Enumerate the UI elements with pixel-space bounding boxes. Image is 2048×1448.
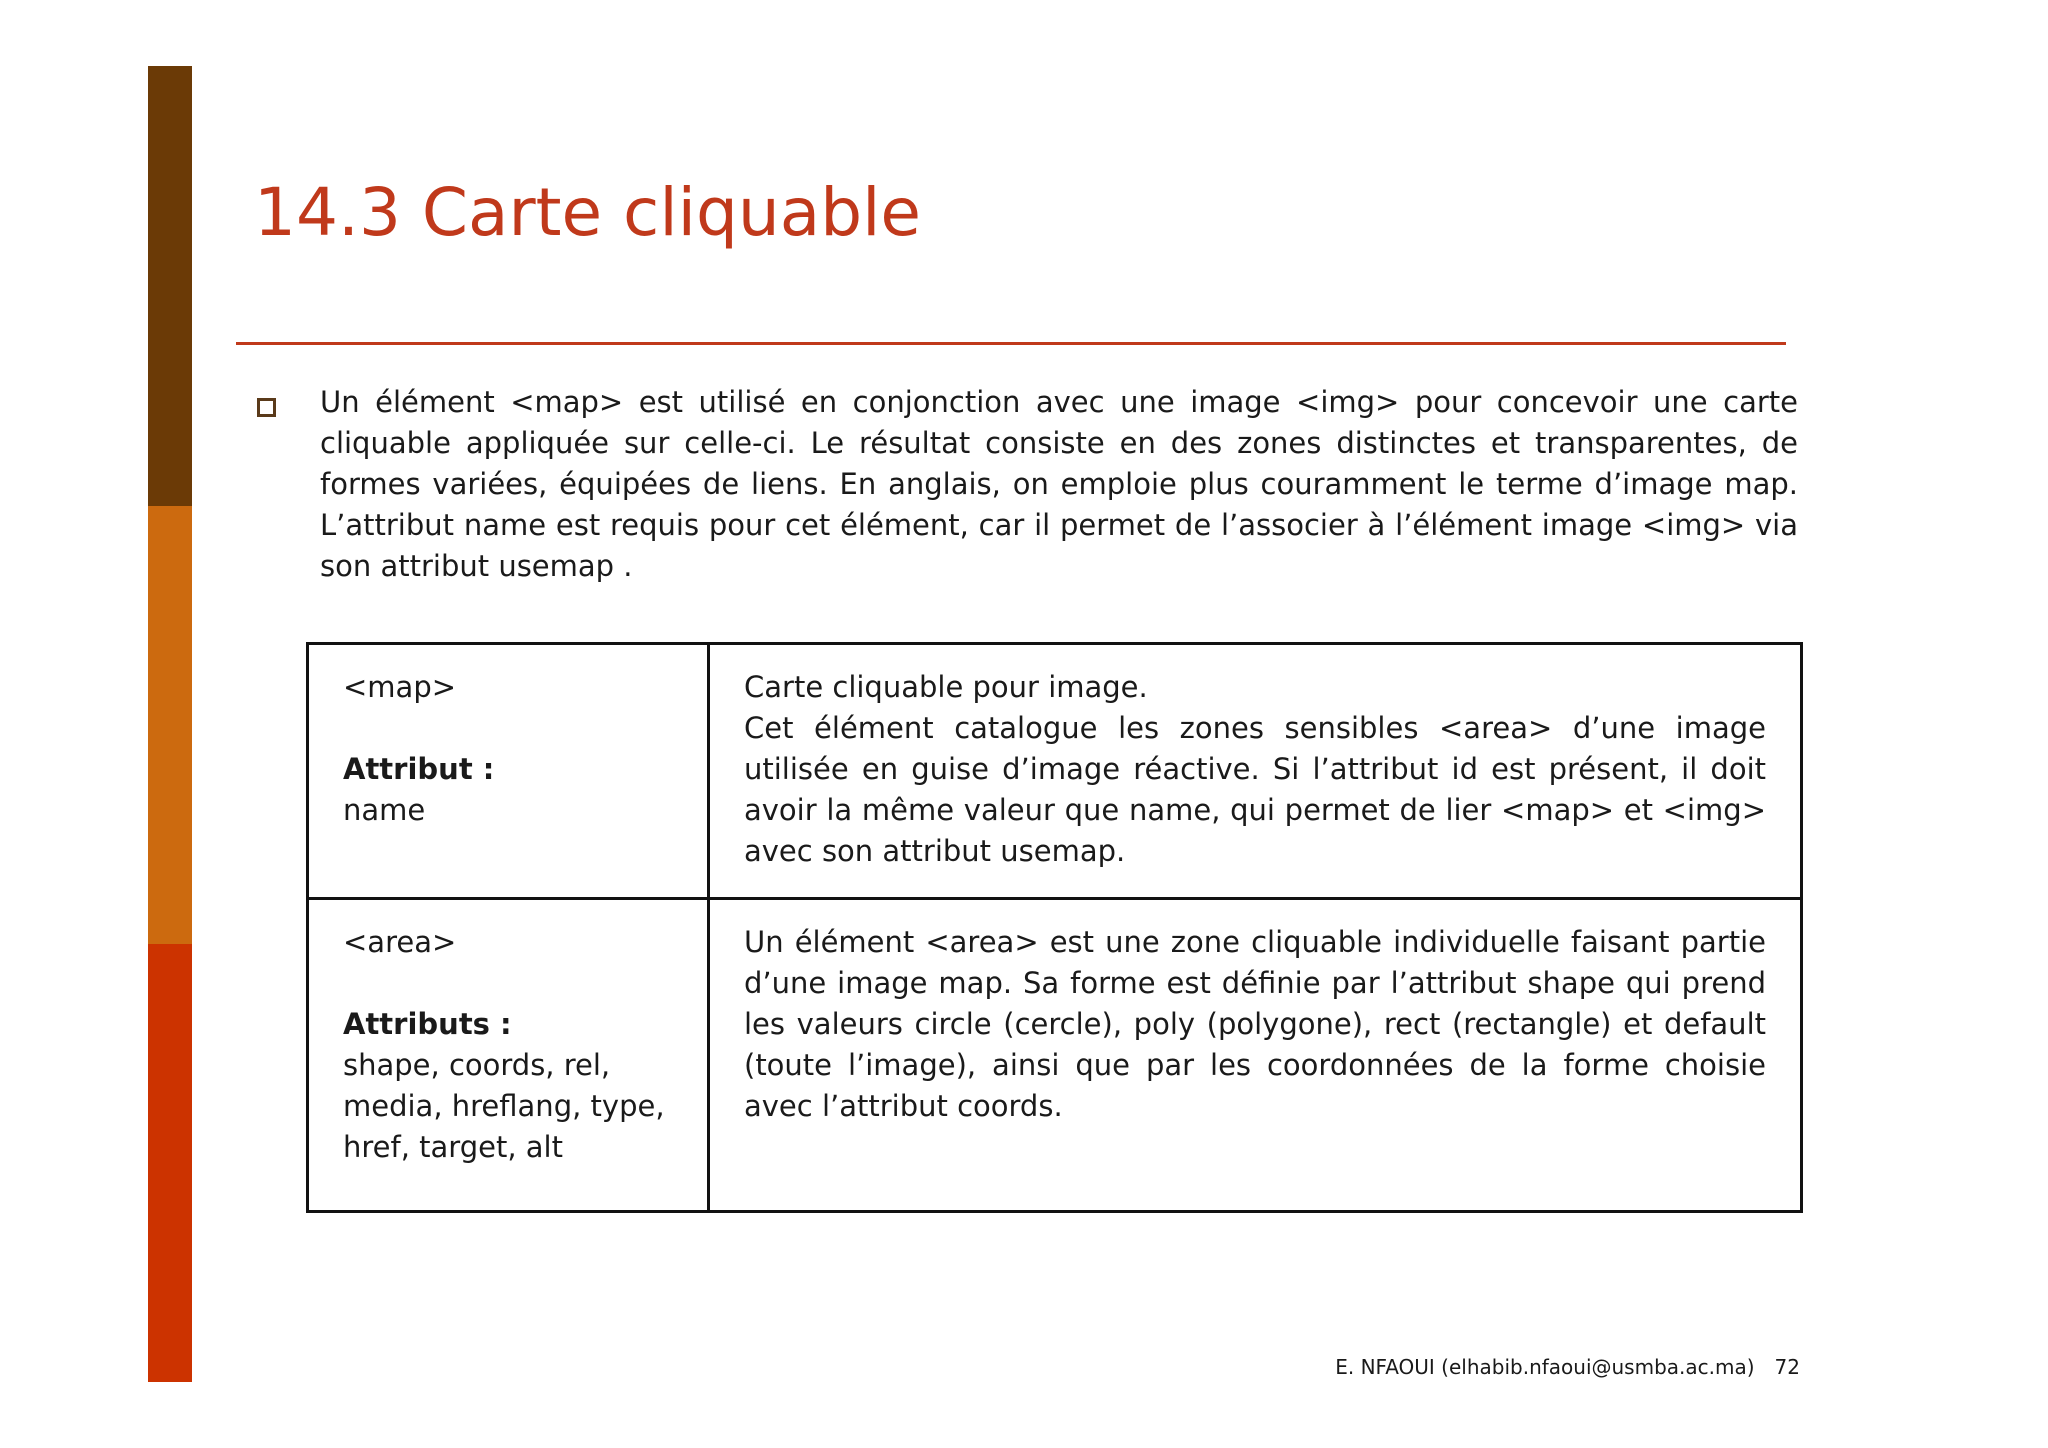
element-name: <area> [343,925,457,959]
attribute-values: media, hreflang, type, [343,1089,665,1123]
intro-paragraph: Un élément <map> est utilisé en conjonction avec une image <img> pour concevoir une carte cliquable appliquée sur celle-ci. Le résultat consiste en des zones distinctes et transparentes, de formes variées, équipées de liens. En anglais, on emploie plus couramment le terme d’image map. L’attribut name est requis pour cet élément, car il permet de l’associer à l’élément image <img> via son attribut usemap . [320,385,1798,583]
element-cell [308,644,709,899]
description-lead: Carte cliquable pour image. [744,670,1148,704]
element-definitions-table [306,642,1803,1213]
sidebar-segment-top [148,66,192,506]
element-name: <map> [343,670,457,704]
attribute-values: name [343,793,426,827]
decorative-sidebar [148,66,192,1382]
slide-title: 14.3 Carte cliquable [254,174,922,251]
author-credit: E. NFAOUI (elhabib.nfaoui@usmba.ac.ma) [1335,1355,1755,1379]
page-number: 72 [1774,1355,1800,1379]
description-text: Cet élément catalogue les zones sensibles <area> d’une image utilisée en guise d’image réactive. Si l’attribut id est présent, il doit avoir la même valeur que name, qui permet de lier <map> et <img> avec son attribut usemap. [744,711,1766,868]
attribute-label: Attributs : [343,1007,512,1041]
description-cell [709,899,1802,1212]
attribute-values: href, target, alt [343,1130,563,1164]
description-cell [709,644,1802,899]
sidebar-segment-middle [148,506,192,944]
table-row [308,644,1802,899]
element-cell [308,899,709,1212]
attribute-label: Attribut : [343,752,495,786]
description-text: Un élément <area> est une zone cliquable individuelle faisant partie d’une image map. Sa forme est définie par l’attribut shape qui prend les valeurs circle (cercle), poly (polygone), rect (rectangle) et default (toute l’image), ainsi que par les coordonnées de la forme choisie avec l’attribut coords. [744,925,1766,1123]
table-row [308,899,1802,1212]
title-divider [236,342,1786,345]
attribute-values: shape, coords, rel, [343,1048,611,1082]
slide-footer [1200,1355,1800,1379]
hollow-square-icon [257,398,276,417]
sidebar-segment-bottom [148,944,192,1382]
